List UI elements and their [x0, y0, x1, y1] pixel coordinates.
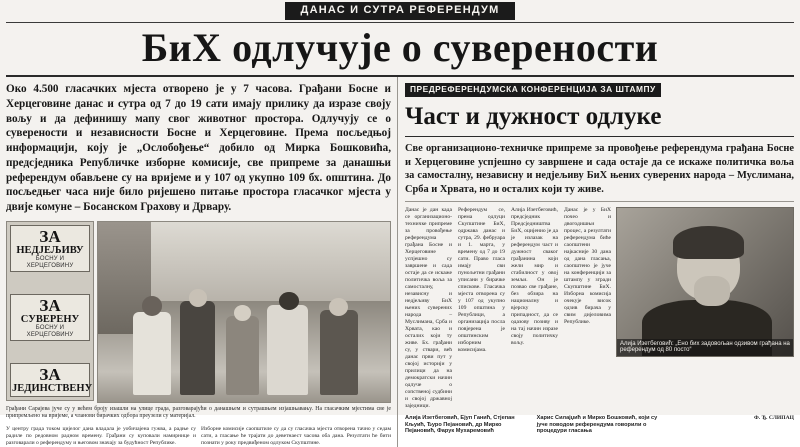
poster-line-4-sub: БОСНУ И ХЕРЦЕГОВИНУ [26, 325, 74, 338]
left-column [6, 77, 398, 447]
page-title: БиХ одлучује о суверености [141, 25, 659, 70]
photo-figure-1-head [142, 296, 162, 316]
content-columns [6, 77, 794, 447]
sub-kicker-label: ПРЕДРЕФЕРЕНДУМСКА КОНФЕРЕНЦИЈА ЗА ШТАМПУ [405, 83, 661, 97]
credit-right: Харис Силајџић и Мирко Бошковић, који су јуче поводом референдума говорили о процедури гласања [536, 414, 658, 435]
left-lower-paragraph: Грађани Сарајева јуче су у већем броју изашли на улице града, разговарајући о данашњем и сутрашњем изјашњавању. На гласачким мјестима све је припремљено на вријеме, а чланови бирачких одбора преузели су материјал. [6, 406, 391, 420]
right-body-wrap [405, 207, 794, 435]
poster-line-1: ЗА [39, 227, 61, 247]
photo-figure-5-head [329, 298, 348, 316]
poster-block-3 [10, 363, 93, 397]
kicker-label: ДАНАС И СУТРА РЕФЕРЕНДУМ [285, 2, 516, 19]
byline: Ф. Ђ. СЛИПАЦ [753, 414, 795, 421]
sub-headline: Част и дужност одлуке [405, 103, 794, 137]
portrait-hair [673, 226, 743, 259]
left-micro-col-2: Изборне комисије саопштиле су да су гласачка мјеста отворена тачно у седам сати, а гласање ће трајати до деветнаест часова оба дана. Резултати ће бити познати у року предвиђеном одлуком Скупштине. [201, 426, 391, 447]
right-credits-row [405, 413, 794, 435]
poster-block-1 [10, 225, 90, 272]
kicker-bar [6, 0, 794, 23]
left-micro-columns [6, 426, 391, 447]
poster-line-2-sub: БОСНУ И ХЕРЦЕГОВИНУ [26, 256, 74, 269]
masthead [6, 23, 794, 77]
poster-line-2: НЕДЈЕЉИВУ [16, 245, 84, 257]
street-scene-photo [97, 221, 391, 403]
izetbegovic-portrait-photo [616, 207, 794, 357]
poster-line-3: ЗА [39, 296, 61, 316]
left-micro-col-1: У центру града током цијелог дана владала је уобичајена гужва, а радње су радиле по редовном радном времену. Грађани су куповали намирнице и разговарали о референдуму и његовом значају за будућност Републике. [6, 426, 196, 447]
poster-line-4: СУВЕРЕНУ [20, 314, 80, 326]
photo-figure-2-head [189, 289, 208, 307]
right-micro-col-3: Алија Изетбеговић, предсједник Предсједништва БиХ, оцијенио је да је излазак на референдум част и дужност сваког грађанина који жели мир и стабилност у овој земљи. Он је позвао све грађане, без обзира на националну и вјерску припадност, да се одазову позиву и на тај начин изразе своју политичку вољу. [511, 207, 558, 346]
portrait-hand [694, 276, 729, 306]
right-micro-col-1: Данас је дан када се организационо-техничке припреме за провођење референдума грађана Босне и Херцеговине успјешно су завршене и сада остаје да се искаже политичка воља за самосталну, независну и недјељиву БиХ њених суверених народа – Муслимана, Срба и Хрвата, као и осталих који ту живе. Бх. грађани су, у ствари, већ данас први пут у својој историји у прилици да на демократски начин одлуче о сопственој судбини и својој државној заједници. [405, 207, 452, 409]
photo-figure-3 [226, 316, 258, 395]
photo-figure-2 [180, 301, 215, 395]
sub-lede-paragraph: Све организационо-техничке припреме за провођење референдума грађана Босне и Херцеговине успјешно су завршене и сада остаје да се искаже политичка воља за самосталну, независну и недјељиву БиХ њених суверених народа – Муслимана, Срба и Хрвата, но и осталих који ту живе. [405, 142, 794, 202]
photo-figure-4 [267, 305, 308, 395]
referendum-poster-photo [6, 221, 94, 401]
left-media-row [6, 221, 391, 403]
portrait-caption: Алија Изетбеговић: „Ено бих задовољан одзивом грађана на референдум од 80 посто“ [617, 339, 793, 357]
poster-line-5: ЗА [39, 365, 61, 384]
photo-figure-5 [320, 310, 358, 395]
right-column [398, 77, 794, 447]
lede-paragraph: Око 4.500 гласачких мјеста отворено је у 7 часова. Грађани Босне и Херцеговине данас и сутра од 7 до 19 сати имају прилику да изразе своју вољу и да дефинишу мапу свог животног простора. Одлучују се о суверености и независности Босне и Херцеговине. Према посљедњој информацији, коју је „Ослобођење“ добило од Мирка Бошковића, предсједника Републичке изборне комисије, све припреме за данашњи референдум обављене су на вријеме и у 107 од укупно 109 бх. општина. До посљедњег часа није било ријешено питање простора гласачког мјеста у двије комуне – Босанском Грахову и Дрвару. [6, 83, 391, 214]
right-micro-col-2: Референдум се, према одлуци Скупштине БиХ, одржава данас и сутра, 29. фебруара и 1. марта, у времену од 7 до 19 сати. Право гласа имају сви пунољетни грађани уписани у бирачке спискове. Гласачка мјеста отворена су у 107 од укупно 109 општина у Републици, а организација посла повјерена је општинским изборним комисијама. [458, 207, 505, 353]
photo-figure-1 [133, 312, 171, 395]
poster-line-6: ЈЕДИНСТВЕНУ [12, 383, 93, 394]
poster-block-2 [10, 294, 90, 341]
credit-left: Алија Изетбеговић, Ејуп Ганић, Стјепан Кљуић, Ђуро Пејановић, др Мирко Пејановић, Фарук Мухаремовић [405, 414, 515, 435]
right-micro-col-4: Данас је у БиХ почео и двогодишњи процес, а резултати референдума биће саопштени најкасније 30 дана од дана гласања, саопштено је јуче на конференцији за штампу у згради Скупштине БиХ. Изборна комисија очекује висок одзив бирача у свим дијеловима Републике. [564, 207, 611, 326]
byline-wrap [668, 413, 794, 435]
right-micro-columns [405, 207, 611, 410]
